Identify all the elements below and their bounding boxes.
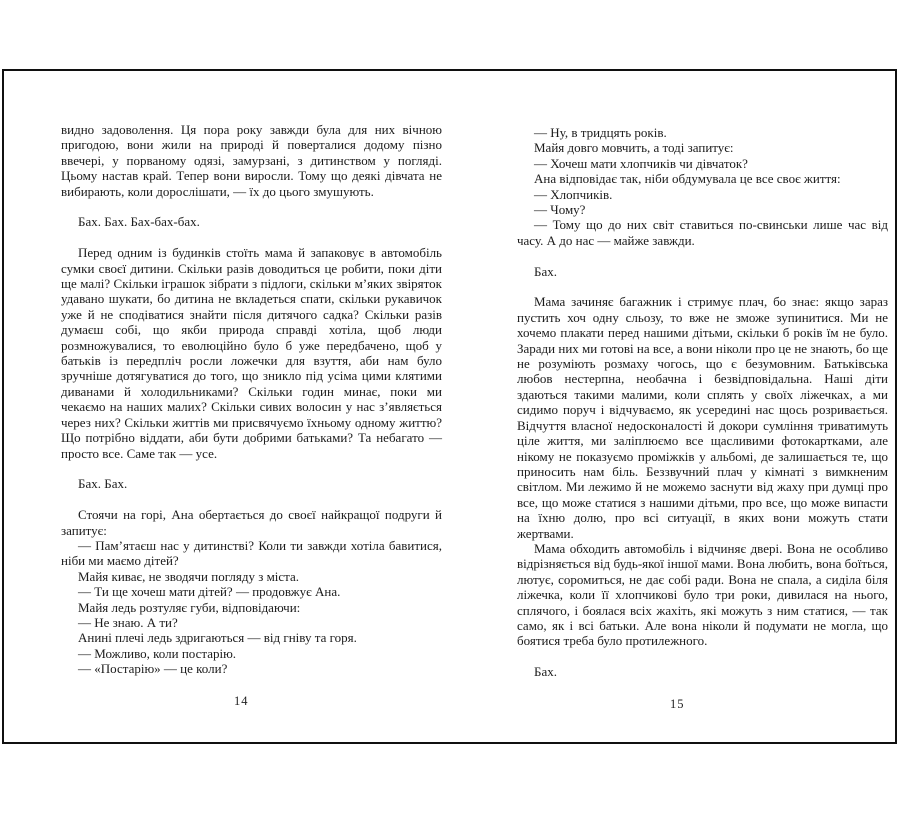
dialog-line: — Хлопчиків.: [534, 186, 613, 202]
dialog-line: — Ти ще хочеш мати дітей? — продовжує Ана.: [78, 584, 341, 600]
page-number: 14: [234, 694, 249, 708]
dialog-line: — Чому?: [534, 202, 586, 218]
dialog-line: — Пам’ятаєш нас у дитинстві? Коли ти завжди хотіла бавитися, ніби ми маємо дітей?: [61, 537, 442, 569]
paragraph: Стоячи на горі, Ана обертається до своєї найкращої подруги й запитує:: [61, 507, 442, 538]
page-left: [61, 122, 442, 677]
paragraph: видно задоволення. Ця пора року завжди була для них вічною пригодою, вони жили на природі й поверталися додому пізно ввечері, у порваному одязі, замурзані, з дитинством у погляді. Цьому настав край. Тепер вони виросли. Тому що деякі дівчата не вибирають, коли дорослішати, — їх до цього змушують.: [61, 122, 442, 199]
sound-line: Бах.: [534, 664, 557, 680]
paragraph: Перед одним із будинків стоїть мама й запаковує в автомобіль сумки своєї дитини. Скільки разів доводиться це робити, поки діти ще малі? Скільки іграшок зібрати з підлоги, скільки м’яких звіряток удавано шукати, бо дитина не вкладеться спати, скільки рукавичок уже й не сподіватися знайти після дитячого садка? Скільки разів думаєш собі, що якби природа справді хотіла, щоб люди розмножувалися, то еволюційно було б уже передбачено, щоб у батьків із передпліч росли ложечки для взуття, аби нам було зручніше дотягуватися до того, що зникло під усіма цими клятими диванами й холодильниками? Скільки годин минає, поки ми чекаємо на наших малих? Скільки сивих волосин у нас з’являється через них? Скільки життів ми присвячуємо їхньому одному життю? Що потрібно віддати, аби бути добрими батьками? Та небагато — просто все. Саме так — усе.: [61, 245, 442, 461]
dialog-line: — Не знаю. А ти?: [78, 614, 178, 630]
dialog-line: Майя ледь розтуляє губи, відповідаючи:: [78, 599, 301, 615]
sound-line: Бах. Бах. Бах-бах-бах.: [78, 214, 200, 230]
dialog-line: Ана відповідає так, ніби обдумувала це все своє життя:: [534, 171, 841, 187]
dialog-line: — Ну, в тридцять років.: [534, 125, 667, 140]
sound-line: Бах. Бах.: [78, 476, 128, 492]
dialog-line: — «Постарію» — це коли?: [78, 661, 228, 677]
dialog-line: Анині плечі ледь здригаються — від гніву та горя.: [78, 630, 357, 646]
paragraph: Мама обходить автомобіль і відчиняє двері. Вона не особливо відрізняється від будь-якої іншої мами. Вона любить, вона боїться, лютує, соромиться, не дає собі ради. Вона не спала, а сиділа біля ліжечка, коли її хлопчикові було три роки, дивилася на нього, сплячого, і боялася всіх жахіть, які можуть з ним статися, — так само, як і всі батьки. Але вона ніколи й подумати не могла, що боятися треба було протилежного.: [517, 540, 888, 649]
page-number: 15: [670, 697, 685, 711]
dialog-line: — Тому що до них світ ставиться по-свинськи лише час від часу. А до нас — майже завжди.: [517, 217, 888, 248]
dialog-line: Майя довго мовчить, а тоді запитує:: [534, 140, 734, 156]
page-right: [517, 125, 888, 695]
dialog-line: Майя киває, не зводячи погляду з міста.: [78, 568, 300, 584]
paragraph: Мама зачиняє багажник і стримує плач, бо знає: якщо зараз пустить хоч одну сльозу, то вже не зможе зупинитися. Ми не хочемо плакати перед нашими дітьми, скільки б років їм не було. Заради них ми готові на все, а вони ніколи про це не знають, бо ще не розуміють розмаху чогось, що є безумовним. Батьківська любов нестерпна, необачна і безвідповідальна. Наші діти здаються такими малими, коли сплять у своїх ліжечках, а ми сидимо поруч і відчуваємо, як усередині нас щось розривається. Відчуття власної недосконалості й докори сумління триватимуть ціле життя, ми заліплюємо все щасливими фотокартками, але нікому не показуємо проміжків у альбомі, де залишається те, що приносить нам біль. Беззвучний плач у кімнаті з вимкненим світлом. Ми лежимо й не можемо заснути від жаху при думці про все, що може статися з нашими дітьми, про все, що може випасти на їхню долю, про всі ситуації, в яких вони можуть стати жертвами.: [517, 294, 888, 541]
sound-line: Бах.: [534, 263, 557, 279]
dialog-line: — Можливо, коли постарію.: [78, 645, 237, 661]
dialog-line: — Хочеш мати хлопчиків чи дівчаток?: [534, 155, 748, 171]
